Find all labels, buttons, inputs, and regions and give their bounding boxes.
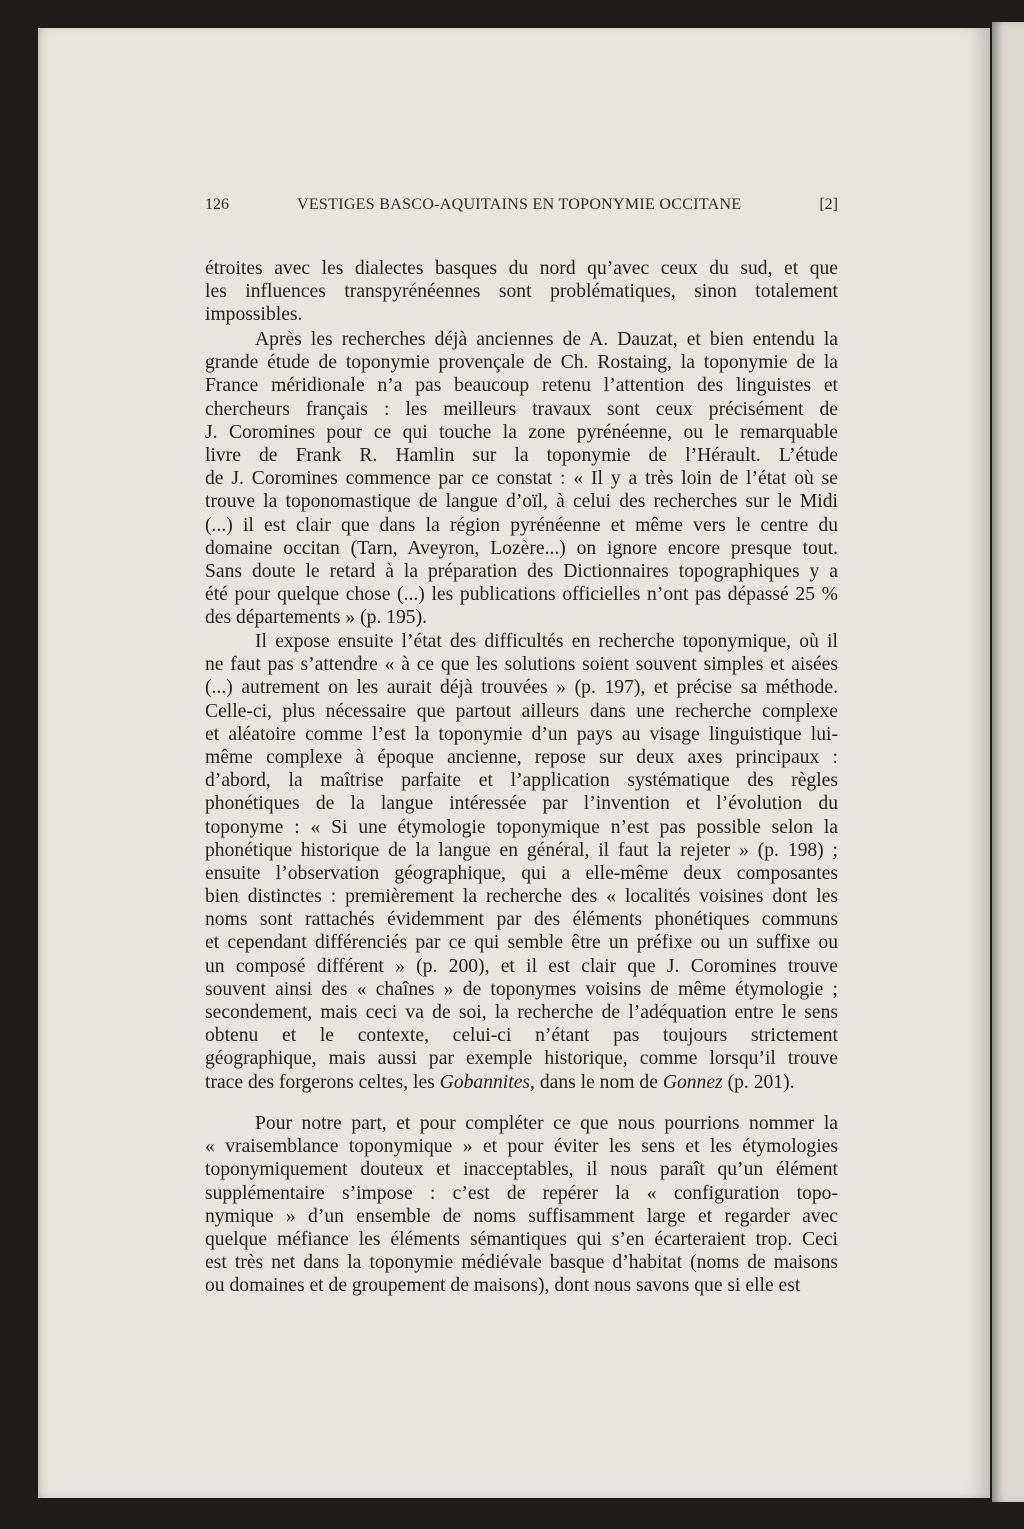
text-line: Pour notre part, et pour compléter ce que nous pourrions nommer la [255, 1113, 838, 1134]
text-line: Sans doute le retard à la préparation des Dictionnaires topographiques y a [205, 560, 838, 582]
text-line: impossibles. [205, 304, 303, 326]
text-line: phonétique historique de la langue en général, il faut la rejeter » (p. 198) ; [205, 839, 838, 861]
text-line: de J. Coromines commence par ce constat : « Il y a très loin de l’état où se [205, 468, 838, 490]
text-line: grande étude de toponymie provençale de Ch. Rostaing, la toponymie de la [205, 352, 838, 374]
text-fragment: (p. 201). [722, 1071, 795, 1093]
text-line: été pour quelque chose (...) les publications officielles n’ont pas dépassé 25 % [205, 584, 838, 606]
running-title: VESTIGES BASCO-AQUITAINS EN TOPONYMIE OCCITANE [297, 196, 742, 213]
text-line: des départements » (p. 195). [205, 607, 427, 629]
text-line: toponyme : « Si une étymologie toponymique n’est pas possible selon la [205, 816, 838, 838]
text-line: noms sont rattachés évidemment par des éléments phonétiques communs [205, 909, 838, 931]
text-line: supplémentaire s’impose : c’est de repérer la « configuration topo- [205, 1182, 838, 1204]
text-line: un composé différent » (p. 200), et il est clair que J. Coromines trouve [205, 955, 838, 977]
text-line: quelque méfiance les éléments sémantiques qui s’en écarteraient trop. Ceci [205, 1228, 838, 1250]
text-line: nymique » d’un ensemble de noms suffisamment large et regarder avec [205, 1205, 838, 1227]
text-fragment: trace des forgerons celtes, les [205, 1071, 440, 1093]
italic-term: Gonnez [662, 1071, 723, 1093]
text-line: ne faut pas s’attendre « à ce que les solutions soient souvent simples et aisées [205, 654, 838, 676]
text-fragment: dans le nom de [534, 1071, 663, 1093]
text-line: ou domaines et de groupement de maisons), dont nous savons que si elle est [205, 1275, 801, 1297]
text-line: chercheurs français : les meilleurs travaux sont ceux précisément de [205, 398, 838, 420]
text-line: ensuite l’observation géographique, qui a elle-même deux composantes [205, 862, 838, 884]
text-line: et aléatoire comme l’est la toponymie d’un pays au visage linguistique lui- [205, 723, 838, 745]
text-line: même complexe à époque ancienne, repose sur deux axes principaux : [205, 746, 838, 768]
paragraph-1 [205, 257, 838, 327]
text-line: domaine occitan (Tarn, Aveyron, Lozère...) on ignore encore presque tout. [205, 537, 838, 559]
next-page-edge [992, 22, 1024, 1502]
text-line: est très net dans la toponymie médiévale basque d’habitat (noms de maisons [205, 1252, 838, 1274]
section-number: [2] [819, 196, 838, 213]
text-line [205, 1071, 838, 1094]
text-line: obtenu et le contexte, celui-ci n’étant pas toujours strictement [205, 1025, 838, 1047]
running-header [205, 196, 838, 220]
text-line: J. Coromines pour ce qui touche la zone pyrénéenne, ou le remarquable [205, 421, 838, 443]
text-line: Il expose ensuite l’état des difficultés en recherche toponymique, où il [255, 631, 838, 652]
text-line: et cependant différenciés par ce qui semble être un préfixe ou un suffixe ou [205, 932, 838, 954]
text-line: toponymiquement douteux et inacceptables, il nous paraît qu’un élément [205, 1159, 838, 1181]
text-line: les influences transpyrénéennes sont problématiques, sinon totalement [205, 281, 838, 303]
text-line: trouve la toponomastique de langue d’oïl, à celui des recherches sur le Midi [205, 491, 838, 513]
page-number: 126 [205, 196, 229, 213]
text-line: « vraisemblance toponymique » et pour éviter les sens et les étymologies [205, 1136, 838, 1158]
text-line: phonétiques de la langue intéressée par l’invention et l’évolution du [205, 793, 838, 815]
text-line: livre de Frank R. Hamlin sur la toponymie de l’Hérault. L’étude [205, 444, 838, 466]
paragraph-4 [205, 1112, 838, 1298]
text-line: France méridionale n’a pas beaucoup retenu l’attention des linguistes et [205, 375, 838, 397]
text-line: bien distinctes : premièrement la recherche des « localités voisines dont les [205, 886, 838, 908]
text-line: souvent ainsi des « chaînes » de toponymes voisins de même étymologie ; [205, 978, 838, 1000]
text-line: d’abord, la maîtrise parfaite et l’application systématique des règles [205, 770, 838, 792]
text-line: étroites avec les dialectes basques du nord qu’avec ceux du sud, et que [205, 258, 838, 279]
text-line: Après les recherches déjà anciennes de A. Dauzat, et bien entendu la [255, 329, 838, 350]
text-line: secondement, mais ceci va de soi, la recherche de l’adéquation entre le sens [205, 1002, 838, 1023]
text-line: (...) autrement on les aurait déjà trouvées » (p. 197), et précise sa méthode. [205, 677, 838, 699]
text-line: (...) il est clair que dans la région pyrénéenne et même vers le centre du [205, 514, 838, 536]
paragraph-3 [205, 630, 838, 1094]
paragraph-2 [205, 328, 838, 629]
italic-term: Gobannites, [439, 1071, 535, 1093]
text-line: géographique, mais aussi par exemple historique, comme lorsqu’il trouve [205, 1048, 838, 1070]
text-line: Celle-ci, plus nécessaire que partout ailleurs dans une recherche complexe [205, 700, 838, 722]
